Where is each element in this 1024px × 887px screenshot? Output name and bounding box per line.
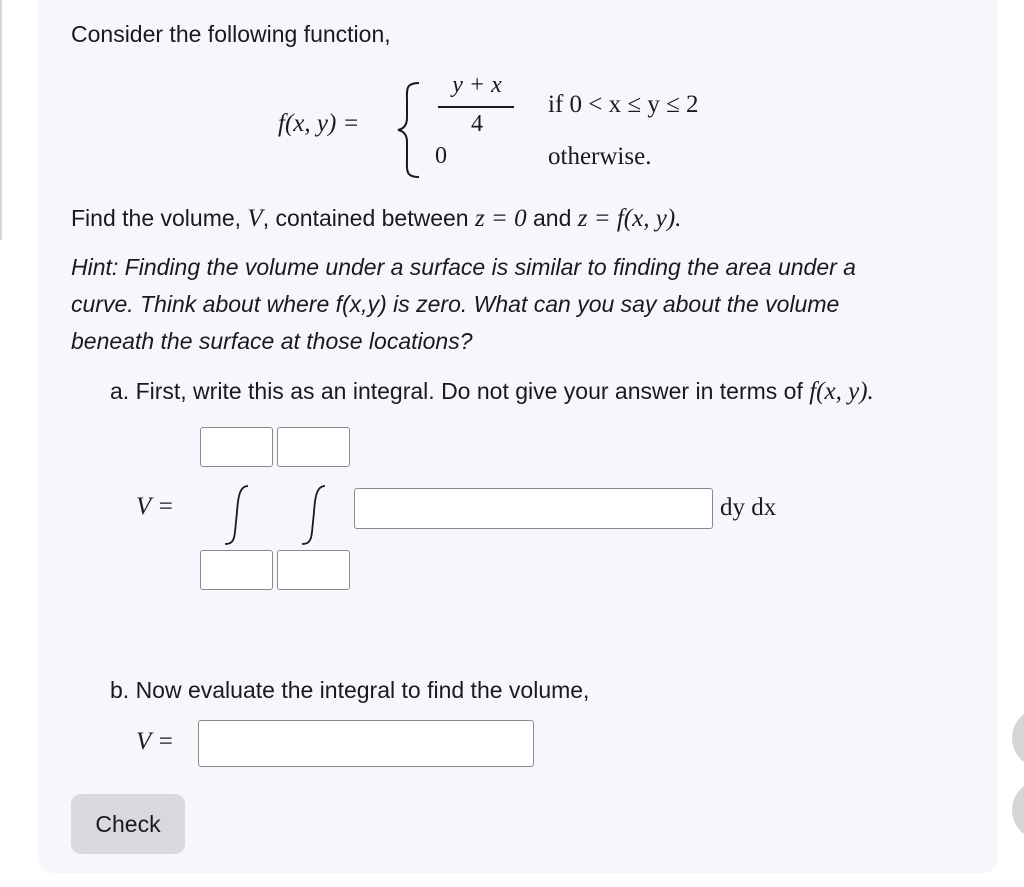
part-b-prompt: b. Now evaluate the integral to find the volume, [110, 677, 590, 703]
piecewise-zero: 0 [435, 143, 447, 169]
question-card [38, 0, 998, 873]
check-button[interactable]: Check [71, 794, 185, 854]
question-z0: z = 0 [474, 205, 527, 232]
part-a-lhs: V = [136, 493, 174, 520]
fraction-denominator: 4 [471, 111, 483, 137]
question-mid1: , contained between [262, 205, 475, 231]
side-circle-button[interactable] [1012, 780, 1024, 840]
question-zf: z = f(x, y). [577, 205, 682, 232]
question-text [71, 204, 681, 233]
function-lhs: f(x, y) = [278, 110, 360, 137]
inner-integral-sign [295, 482, 335, 548]
inner-lower-limit-input[interactable] [277, 550, 350, 590]
integrand-input[interactable] [354, 488, 713, 529]
question-pre: Find the volume, [71, 205, 248, 231]
differential-label: dy dx [720, 494, 777, 521]
left-edge-divider [0, 0, 2, 240]
condition-if: if 0 < x ≤ y ≤ 2 [548, 91, 699, 118]
condition-otherwise: otherwise. [548, 143, 652, 170]
inner-upper-limit-input[interactable] [277, 427, 350, 467]
hint-line: Hint: Finding the volume under a surface is similar to finding the area under a [71, 254, 856, 280]
part-a-fxy: f(x, y). [809, 378, 874, 405]
hint-line: curve. Think about where f(x,y) is zero. What can you say about the volume [71, 291, 840, 317]
part-b-lhs: V = [136, 728, 174, 755]
outer-integral-sign [218, 482, 258, 548]
fraction-bar [438, 106, 514, 108]
question-v: V [247, 205, 263, 232]
intro-text: Consider the following function, [71, 21, 391, 47]
part-a-text: a. First, write this as an integral. Do not give your answer in terms of [110, 378, 810, 404]
part-a-prompt [110, 377, 874, 406]
fraction-numerator: y + x [452, 72, 502, 98]
side-circle-button[interactable] [1012, 708, 1024, 768]
hint-block [71, 249, 856, 360]
outer-lower-limit-input[interactable] [200, 550, 273, 590]
volume-answer-input[interactable] [198, 720, 534, 767]
question-mid2: and [526, 205, 578, 231]
piecewise-brace [395, 80, 425, 180]
hint-line: beneath the surface at those locations? [71, 328, 473, 354]
outer-upper-limit-input[interactable] [200, 427, 273, 467]
